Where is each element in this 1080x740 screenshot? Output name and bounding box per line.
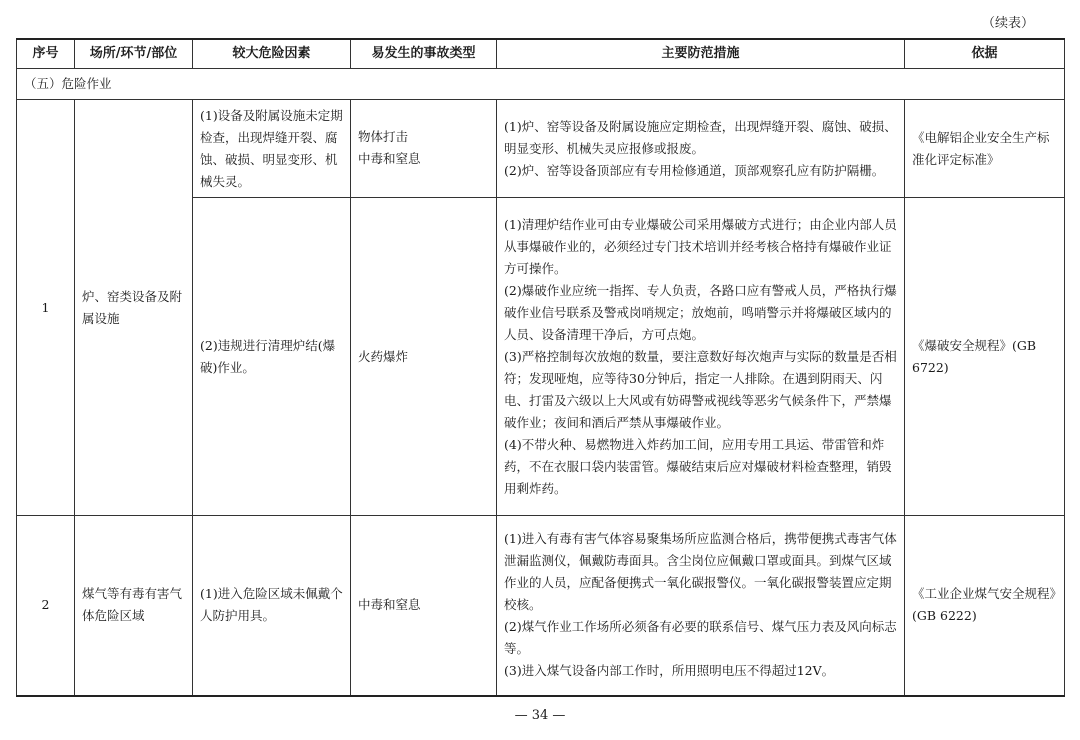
table-row [17,100,1065,198]
header-measures: 主要防范措施 [497,39,905,69]
basis-cell: 《电解铝企业安全生产标准化评定标准》 [905,100,1065,198]
measure-line: (1)清理炉结作业可由专业爆破公司采用爆破方式进行；由企业内部人员从事爆破作业的，必须经过专门技术培训并经考核合格持有爆破作业证方可操作。 [504,216,897,276]
measure-line: (1)炉、窑等设备及附属设施应定期检查，出现焊缝开裂、腐蚀、破损、明显变形、机械失灵应报修或报废。 [504,118,897,156]
row-number: 1 [17,100,75,516]
measure-line: (1)进入有毒有害气体容易聚集场所应监测合格后，携带便携式毒害气体泄漏监测仪，佩戴防毒面具。含尘岗位应佩戴口罩或面具。到煤气区域作业的人员，应配备便携式一氧化碳报警仪。一氧化碳报警装置应定期校核。 [504,531,897,613]
location-cell: 炉、窑类设备及附属设施 [75,100,193,516]
measures-cell [497,100,905,198]
measures-cell [497,516,905,696]
header-basis: 依据 [905,39,1065,69]
header-row [17,39,1065,69]
section-row [17,69,1065,100]
page-number: — 34 — [514,708,566,723]
hazard-cell: (1)进入危险区域未佩戴个人防护用具。 [193,516,351,696]
continued-label: （续表） [981,16,1034,31]
measure-line: (3)进入煤气设备内部工作时，所用照明电压不得超过12V。 [504,663,835,679]
table-row [17,516,1065,696]
basis-cell: 《爆破安全规程》(GB 6722) [905,198,1065,516]
hazard-cell: (2)违规进行清理炉结(爆破)作业。 [193,198,351,516]
measures-cell [497,198,905,516]
header-location: 场所/环节/部位 [75,39,193,69]
basis-cell: 《工业企业煤气安全规程》(GB 6222) [905,516,1065,696]
section-title: （五）危险作业 [17,69,1065,100]
hazard-table [16,38,1065,697]
accident-cell [351,100,497,198]
header-no: 序号 [17,39,75,69]
measure-line: (2)炉、窑等设备顶部应有专用检修通道，顶部观察孔应有防护隔栅。 [504,162,885,178]
accident-cell: 火药爆炸 [351,198,497,516]
accident-text: 物体打击 中毒和窒息 [358,129,421,166]
measure-line: (2)煤气作业工作场所必须备有必要的联系信号、煤气压力表及风向标志等。 [504,619,897,657]
location-cell: 煤气等有毒有害气体危险区域 [75,516,193,696]
accident-cell: 中毒和窒息 [351,516,497,696]
measure-line: (4)不带火种、易燃物进入炸药加工间，应用专用工具运、带雷管和炸药，不在衣服口袋内装雷管。爆破结束后应对爆破材料检查整理，销毁用剩炸药。 [504,436,892,496]
row-number: 2 [17,516,75,696]
hazard-cell: (1)设备及附属设施未定期检查，出现焊缝开裂、腐蚀、破损、明显变形、机械失灵。 [193,100,351,198]
header-accident: 易发生的事故类型 [351,39,497,69]
measure-line: (2)爆破作业应统一指挥、专人负责，各路口应有警戒人员，严格执行爆破作业信号联系及警戒岗哨规定；放炮前，鸣哨警示并将爆破区域内的人员、设备清理干净后，方可点炮。 [504,282,897,342]
header-hazard: 较大危险因素 [193,39,351,69]
measure-line: (3)严格控制每次放炮的数量，要注意数好每次炮声与实际的数量是否相符；发现哑炮，应等待30分钟后，指定一人排除。在遇到阴雨天、闪电、打雷及六级以上大风或有妨碍警戒视线等恶劣气候条件下，严禁爆破作业；夜间和酒后严禁从事爆破作业。 [504,348,897,430]
